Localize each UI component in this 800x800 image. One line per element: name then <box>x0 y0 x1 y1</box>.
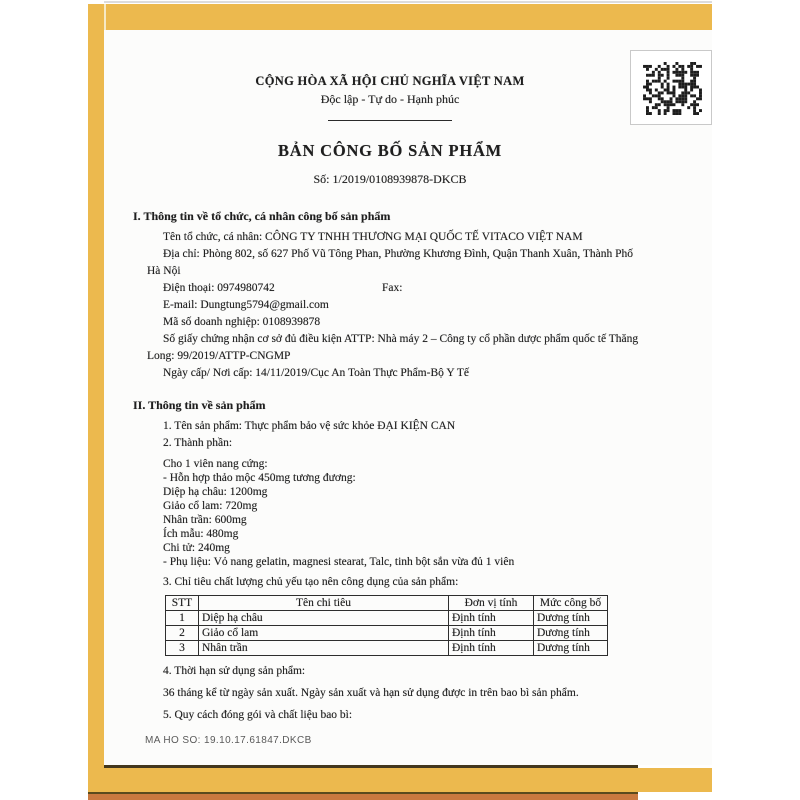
document-page <box>104 30 712 765</box>
phone-line <box>147 280 647 297</box>
composition-line: Cho 1 viên nang cứng: <box>163 458 268 470</box>
address-line: Địa chỉ: Phòng 802, số 627 Phố Vũ Tông Phan, Phường Khương Đình, Quận Thanh Xuân, Thành Phố Hà Nội <box>147 248 634 277</box>
table-cell-stt: 1 <box>166 611 199 626</box>
product-name-line: 1. Tên sản phẩm: Thực phẩm bảo vệ sức khỏe ĐẠI KIỆN CAN <box>163 420 456 432</box>
table-cell-stt: 2 <box>166 626 199 641</box>
yellow-frame-top <box>88 4 712 30</box>
business-id-line: Mã số doanh nghiệp: 0108939878 <box>163 316 321 328</box>
table-header-cell: Mức công bố <box>534 596 608 611</box>
doc-number: Số: 1/2019/0108939878-DKCB <box>313 172 467 186</box>
table-header-cell: STT <box>166 596 199 611</box>
table-header-cell: Tên chi tiêu <box>199 596 449 611</box>
section-1-heading: I. Thông tin về tổ chức, cá nhân công bố sản phẩm <box>133 209 391 223</box>
yellow-frame-bottom <box>88 768 712 792</box>
table-row <box>166 641 608 656</box>
table-cell-level: Dương tính <box>534 641 608 656</box>
org-name-line: Tên tổ chức, cá nhân: CÔNG TY TNHH THƯƠNG MẠI QUỐC TẾ VITACO VIỆT NAM <box>163 231 583 243</box>
motto-divider <box>328 120 452 121</box>
composition-line: Nhân trần: 600mg <box>163 514 247 526</box>
quality-heading: 3. Chỉ tiêu chất lượng chủ yếu tạo nên công dụng của sản phẩm: <box>163 576 459 588</box>
issue-date-line: Ngày cấp/ Nơi cấp: 14/11/2019/Cục An Toàn Thực Phẩm-Bộ Y Tế <box>163 367 469 379</box>
top-hairline <box>104 1 712 3</box>
table-cell-level: Dương tính <box>534 611 608 626</box>
composition-line: - Phụ liệu: Vỏ nang gelatin, magnesi stearat, Talc, tinh bột sắn vừa đủ 1 viên <box>163 556 515 568</box>
qr-code <box>630 50 712 125</box>
table-cell-stt: 3 <box>166 641 199 656</box>
page-bottom-shadow <box>104 765 638 768</box>
table-cell-name: Nhân trần <box>199 641 449 656</box>
file-code: MA HO SO: 19.10.17.61847.DKCB <box>145 735 312 746</box>
table-row <box>166 611 608 626</box>
document-content <box>133 30 647 724</box>
fax-label: Fax: <box>382 282 403 294</box>
composition-line: Diệp hạ châu: 1200mg <box>163 486 268 498</box>
composition-line: Giảo cổ lam: 720mg <box>163 500 258 512</box>
section-2-heading: II. Thông tin về sản phẩm <box>133 398 266 412</box>
table-cell-name: Giảo cổ lam <box>199 626 449 641</box>
quality-table <box>165 595 608 656</box>
table-cell-level: Dương tính <box>534 626 608 641</box>
composition-line: Chi tử: 240mg <box>163 542 230 554</box>
email-line: E-mail: Dungtung5794@gmail.com <box>163 299 329 311</box>
doc-title: BẢN CÔNG BỐ SẢN PHẨM <box>277 141 503 160</box>
phone-value: Điện thoại: 0974980742 <box>163 282 275 294</box>
table-cell-name: Diệp hạ châu <box>199 611 449 626</box>
attp-cert-line: Số giấy chứng nhận cơ sở đủ điều kiện ATTP: Nhà máy 2 – Công ty cổ phần dược phẩm quốc tế Thăng Long: 99/2019/ATTP-CNGMP <box>147 333 639 362</box>
packaging-heading: 5. Quy cách đóng gói và chất liệu bao bì: <box>163 709 353 721</box>
composition-block <box>133 457 647 569</box>
table-cell-unit: Định tính <box>449 626 534 641</box>
national-motto: Độc lập - Tự do - Hạnh phúc <box>320 92 460 106</box>
qr-pattern <box>643 62 702 115</box>
composition-line: Ích mẫu: 480mg <box>163 528 239 540</box>
composition-line: - Hỗn hợp thảo mộc 450mg tương đương: <box>163 472 356 484</box>
table-row <box>166 626 608 641</box>
shelf-life-text: 36 tháng kể từ ngày sản xuất. Ngày sản xuất và hạn sử dụng được in trên bao bì sản phẩm. <box>163 687 579 699</box>
table-cell-unit: Định tính <box>449 611 534 626</box>
national-title: CỘNG HÒA XÃ HỘI CHỦ NGHĨA VIỆT NAM <box>255 74 525 88</box>
table-cell-unit: Định tính <box>449 641 534 656</box>
table-header-cell: Đơn vị tính <box>449 596 534 611</box>
table-header-row <box>166 596 608 611</box>
composition-heading: 2. Thành phần: <box>163 437 233 449</box>
shelf-life-heading: 4. Thời hạn sử dụng sản phẩm: <box>163 665 306 677</box>
orange-accent-bar <box>88 792 638 800</box>
